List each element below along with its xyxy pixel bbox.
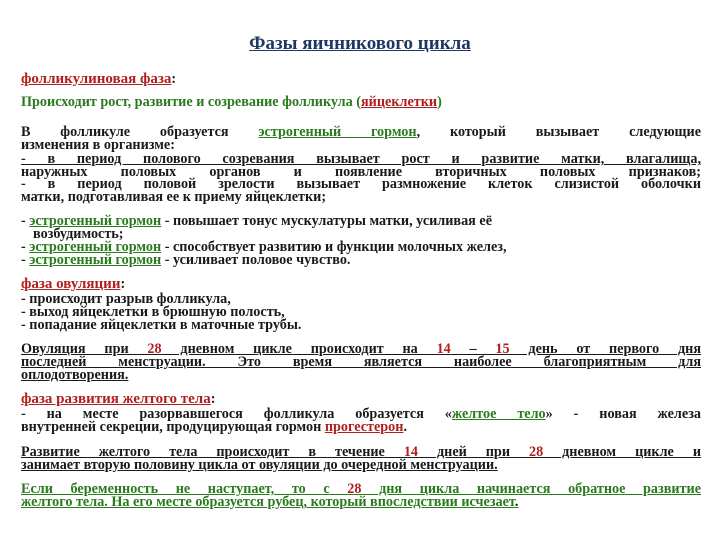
o-text-c: день от первого дня — [509, 341, 702, 357]
o-text-b: дневном цикле происходит на — [161, 341, 437, 357]
effect1-dash: - — [21, 213, 30, 229]
development-line2: занимает вторую половину цикла от овуляции до очередной менструации. — [21, 457, 498, 473]
f-end-dot: . — [514, 494, 519, 510]
o-cycle-days: 28 — [147, 341, 162, 357]
intro-text-a: Происходит рост, развитие и созревание фолликула ( — [21, 94, 361, 110]
effect1-hormone: эстрогенный гормон — [29, 213, 162, 229]
page-title: Фазы яичникового цикла — [249, 33, 471, 54]
bullet1-line2: наружных половых органов и появление вторичных половых признаков; — [21, 164, 701, 180]
phase3-colon: : — [210, 391, 216, 407]
c-progesterone-term: прогестерон — [324, 419, 404, 435]
ovulation-item-2: - выход яйцеклетки в брюшную полость, — [21, 304, 285, 320]
p1-hormone-term: эстрогенный гормон — [258, 124, 417, 140]
phase3-heading: фаза развития желтого тела — [21, 391, 211, 407]
phase1-intro — [21, 95, 701, 109]
effect2-dash: - — [21, 239, 30, 255]
o-day-2: 15 — [495, 341, 510, 357]
effect3-line — [21, 253, 701, 267]
effect3-text: - усиливает половое чувство. — [161, 252, 351, 268]
c-text-c: внутренней секреции, продуцирующая гормон — [21, 419, 325, 435]
effect2-text: - способствует развитию и функции молочных желез, — [161, 239, 507, 255]
d-days-14: 14 — [403, 444, 418, 460]
bullet2-line1: - в период половой зрелости вызывает размножение клеток слизистой оболочки — [21, 176, 701, 192]
intro-egg-term: яйцеклетки — [361, 94, 438, 110]
phase2-heading-line — [21, 277, 701, 291]
corpus-line2 — [21, 420, 701, 434]
regression-line2 — [21, 495, 701, 509]
phase1-heading: фолликулиновая фаза — [21, 71, 172, 87]
d-text-a: Развитие желтого тела происходит в течение — [21, 444, 404, 460]
c-text-d: . — [403, 419, 407, 435]
c-text-b: » - новая железа — [545, 406, 701, 422]
d-text-b: дней при — [418, 444, 529, 460]
f-text-a: Если беременность не наступает, то с — [21, 481, 348, 497]
f-text-b: дня цикла начинается обратное развитие — [361, 481, 701, 497]
bullet1-line1: - в период полового созревания вызывает рост и развитие матки, влагалища, — [21, 151, 701, 167]
phase2-colon: : — [120, 276, 126, 292]
p1-text-a: В фолликуле образуется — [21, 124, 229, 140]
effect1-text: - повышает тонус мускулатуры матки, усиливая её — [161, 213, 492, 229]
effect3-dash: - — [21, 252, 30, 268]
f-day-28: 28 — [347, 481, 362, 497]
p1-line2: изменения в организме: — [21, 137, 175, 153]
c-text-a: - на месте разорвавшегося фолликула образуется « — [21, 406, 452, 422]
ovulation-item-1: - происходит разрыв фолликула, — [21, 291, 231, 307]
phase1-heading-line — [21, 72, 701, 86]
f-text-line2: желтого тела. На его месте образуется рубец, который впоследствии исчезает — [21, 494, 515, 510]
phase2-heading: фаза овуляции — [21, 276, 121, 292]
phase1-colon: : — [171, 71, 177, 87]
c-yellow-body-term: желтое тело — [451, 406, 546, 422]
effect1-line2: возбудимость; — [33, 226, 124, 242]
p1-text-b: , который вызывает следующие — [416, 124, 702, 140]
d-days-28: 28 — [528, 444, 544, 460]
ovulation-timing-line2: последней менструации. Это время является наиболее благоприятным для — [21, 354, 701, 370]
bullet2-line2: матки, подготавливая ее к приему яйцеклетки; — [21, 189, 327, 205]
effect3-hormone: эстрогенный гормон — [29, 252, 162, 268]
ovulation-item-3: - попадание яйцеклетки в маточные трубы. — [21, 317, 302, 333]
o-day-1: 14 — [436, 341, 451, 357]
o-dash: – — [450, 341, 496, 357]
o-text-a: Овуляция при — [21, 341, 148, 357]
intro-text-b: ) — [437, 94, 442, 110]
effect2-hormone: эстрогенный гормон — [29, 239, 162, 255]
phase3-heading-line — [21, 392, 701, 406]
ovulation-timing-line3: оплодотворения. — [21, 367, 129, 383]
d-text-c: дневном цикле и — [543, 444, 701, 460]
